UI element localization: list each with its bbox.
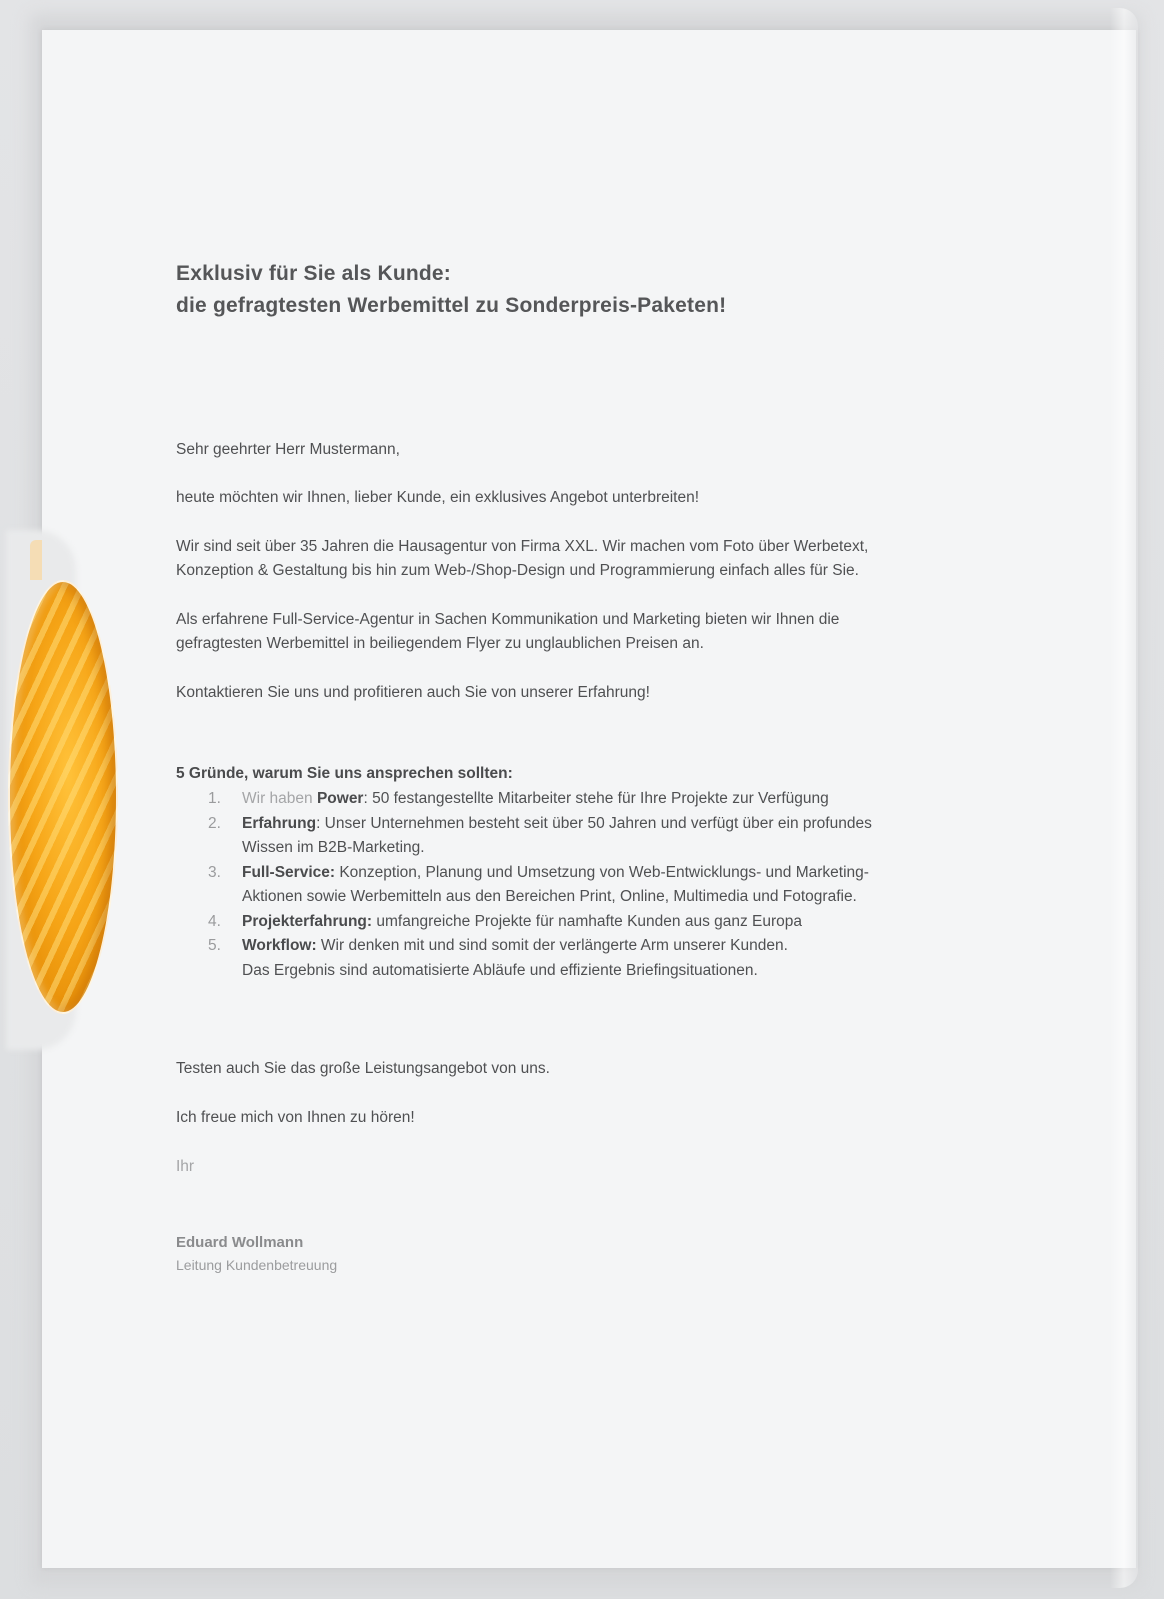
reason-text-continued: Das Ergebnis sind automatisierte Abläufe und effiziente Briefingsituationen. [242,961,758,979]
paragraph-contact: Kontaktieren Sie uns und profitieren auch Sie von unserer Erfahrung! [176,684,650,701]
intro-paragraph: heute möchten wir Ihnen, lieber Kunde, ein exklusives Angebot unterbreiten! [176,489,700,506]
transparent-cover-edge [1110,8,1138,1588]
salutation: Sehr geehrter Herr Mustermann, [176,441,400,458]
signature-role: Leitung Kundenbetreuung [176,1257,338,1273]
clip-tip [30,540,42,580]
reason-prefix: Wir haben [242,790,317,807]
paragraph-agency-line-1: Wir sind seit über 35 Jahren die Hausagentur von Firma XXL. Wir machen vom Foto über Werbetext, [176,538,869,555]
paragraph-service-line-2: gefragtesten Werbemittel in beiliegendem Flyer zu unglaublichen Preisen an. [176,635,704,652]
reason-text-continued: Aktionen sowie Werbemitteln aus den Bereichen Print, Online, Multimedia und Fotografie. [242,888,857,905]
title-line-2: die gefragtesten Werbemittel zu Sonderpreis-Paketen! [176,294,727,317]
list-item [176,861,996,910]
reason-label: Power [316,790,364,807]
list-number: 1. [208,790,221,807]
reasons-heading: 5 Gründe, warum Sie uns ansprechen sollten: [176,765,513,782]
closing-greeting: Ich freue mich von Ihnen zu hören! [176,1109,415,1126]
closing-yours: Ihr [176,1158,195,1175]
reason-label: Projekterfahrung: [242,912,373,930]
binder-clip-icon[interactable] [8,580,118,1014]
list-item [176,812,996,861]
reason-text: umfangreiche Projekte für namhafte Kunden aus ganz Europa [372,912,803,930]
closing-offer: Testen auch Sie das große Leistungsangebot von uns. [176,1060,550,1077]
list-number: 3. [208,863,221,881]
list-item [176,910,996,935]
reason-label: Workflow: [242,937,317,954]
list-item [176,787,996,812]
reason-text: Wir denken mit und sind somit der verlängerte Arm unserer Kunden. [316,937,788,954]
list-number: 2. [208,814,221,832]
reason-text: : 50 festangestellte Mitarbeiter stehe für Ihre Projekte zur Verfügung [363,790,829,807]
reasons-list [176,787,996,983]
reason-text-continued: Wissen im B2B-Marketing. [242,839,425,856]
list-item [176,934,996,983]
reason-label: Full-Service: [242,863,336,881]
letter-title [176,258,726,322]
signature-name: Eduard Wollmann [176,1234,304,1251]
paragraph-agency-line-2: Konzeption & Gestaltung bis hin zum Web-/Shop-Design und Programmierung einfach alles für Sie. [176,562,859,579]
reason-text: Konzeption, Planung und Umsetzung von Web-Entwicklungs- und Marketing- [335,863,869,881]
paragraph-service-line-1: Als erfahrene Full-Service-Agentur in Sachen Kommunikation und Marketing bieten wir Ihnen die [176,611,840,628]
reason-text: : Unser Unternehmen besteht seit über 50 Jahren und verfügt über ein profundes [316,814,872,832]
list-number: 4. [208,912,221,930]
title-line-1: Exklusiv für Sie als Kunde: [176,262,451,285]
list-number: 5. [208,937,221,954]
reason-label: Erfahrung [242,814,317,832]
